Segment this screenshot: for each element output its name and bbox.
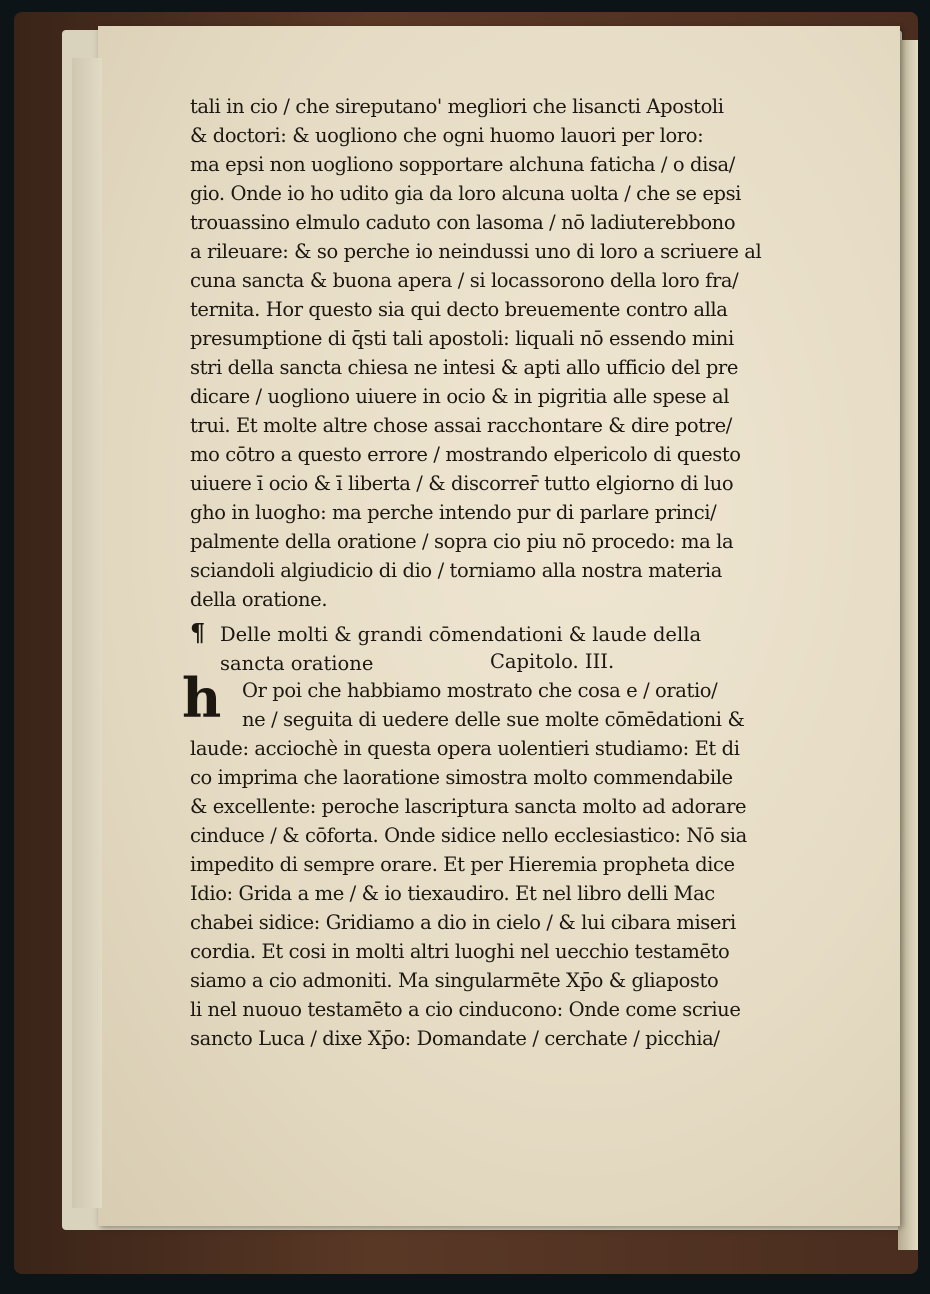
text-line: chabei sidice: Gridiamo a dio in cielo / & lui cibara miseri: [190, 911, 736, 934]
text-line: presumptione di q̄sti tali apostoli: liquali nō essendo mini: [190, 327, 734, 350]
text-line: ma epsi non uogliono sopportare alchuna faticha / o disa/: [190, 153, 735, 176]
text-block-chapter: [190, 676, 747, 1053]
text-line: gio. Onde io ho udito gia da loro alcuna uolta / che se epsi: [190, 182, 742, 205]
text-block-top: [190, 92, 762, 614]
text-line: ternita. Hor questo sia qui decto breuemente contro alla: [190, 298, 728, 321]
text-line: dicare / uogliono uiuere in ocio & in pigritia alle spese al: [190, 385, 730, 408]
text-line: ne / seguita di uedere delle sue molte cōmēdationi &: [242, 708, 745, 731]
chapter-number: Capitolo. III.: [490, 650, 615, 673]
text-line: Or poi che habbiamo mostrato che cosa e / oratio/: [242, 679, 718, 702]
text-line: & doctori: & uogliono che ogni huomo lauori per loro:: [190, 124, 704, 147]
text-line: sciandoli algiudicio di dio / torniamo alla nostra materia: [190, 559, 722, 582]
text-line: & excellente: peroche lascriptura sancta molto ad adorare: [190, 795, 747, 818]
text-line: tali in cio / che sireputano' megliori che lisancti Apostoli: [190, 95, 724, 118]
text-line: siamo a cio admoniti. Ma singularmēte Xp̄o & gliaposto: [190, 969, 719, 992]
text-line: stri della sancta chiesa ne intesi & apti allo ufficio del pre: [190, 356, 738, 379]
text-line: trui. Et molte altre chose assai racchontare & dire potre/: [190, 414, 732, 437]
pilcrow-icon: ¶: [190, 618, 206, 647]
text-line: co imprima che laoratione simostra molto commendabile: [190, 766, 733, 789]
text-line: della oratione.: [190, 588, 328, 611]
text-line: uiuere ī ocio & ī liberta / & discorrer̄ tutto elgiorno di luo: [190, 472, 734, 495]
page-fore-edge: [72, 58, 102, 1208]
chapter-heading: [190, 618, 710, 678]
text-line: sancto Luca / dixe Xp̄o: Domandate / cerchate / picchia/: [190, 1027, 720, 1050]
text-line: Idio: Grida a me / & io tiexaudiro. Et nel libro delli Mac: [190, 882, 715, 905]
text-line: a rileuare: & so perche io neindussi uno di loro a scriuere al: [190, 240, 762, 263]
text-line: cordia. Et cosi in molti altri luoghi nel uecchio testamēto: [190, 940, 730, 963]
text-line: cinduce / & cōforta. Onde sidice nello ecclesiastico: Nō sia: [190, 824, 747, 847]
heading-line-2: sancta oratione: [220, 652, 374, 675]
text-line: trouassino elmulo caduto con lasoma / nō ladiuterebbono: [190, 211, 736, 234]
text-line: palmente della oratione / sopra cio piu nō procedo: ma la: [190, 530, 734, 553]
text-line: cuna sancta & buona apera / si locassorono della loro fra/: [190, 269, 739, 292]
text-line: li nel nuouo testamēto a cio cinducono: Onde come scriue: [190, 998, 741, 1021]
heading-line-1: Delle molti & grandi cōmendationi & laude della: [220, 623, 702, 646]
text-line: impedito di sempre orare. Et per Hieremia propheta dice: [190, 853, 735, 876]
text-line: laude: acciochè in questa opera uolentieri studiamo: Et di: [190, 737, 740, 760]
facing-page-edge: [898, 40, 918, 1250]
text-line: gho in luogho: ma perche intendo pur di parlare princi/: [190, 501, 717, 524]
text-line: mo cōtro a questo errore / mostrando elpericolo di questo: [190, 443, 741, 466]
decorated-initial: h: [182, 666, 222, 730]
